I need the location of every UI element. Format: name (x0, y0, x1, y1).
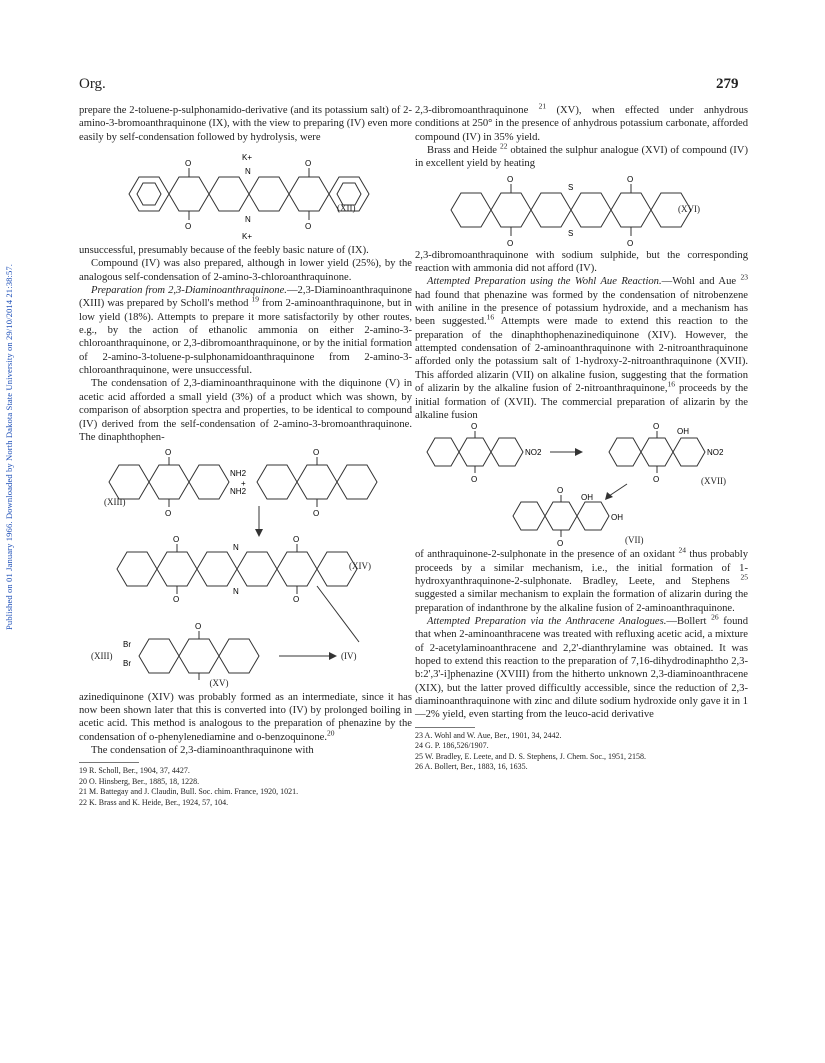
svg-text:O: O (195, 622, 202, 632)
svg-text:N: N (233, 543, 239, 553)
figure-xvii-vii (415, 422, 748, 548)
paragraph: 2,3-dibromoanthraquinone $^{21}$ (XV), when effected under anhydrous conditions at 250° in the presence of anhydrous potassium carbonate, afforded compound (IV) in 35% yield. (415, 101, 749, 143)
right-column (415, 101, 749, 773)
svg-text:O: O (557, 539, 564, 549)
download-watermark: Published on 01 January 1966. Downloaded by North Dakota State University on 29/10/2014 21:38:57. (4, 263, 14, 631)
svg-text:N: N (233, 587, 239, 597)
svg-text:S: S (568, 228, 574, 238)
svg-text:O: O (305, 222, 312, 232)
paragraph: 2,3-dibromoanthraquinone with sodium sulphide, but the corresponding reaction with ammonia did not afford (IV). (415, 249, 748, 275)
paragraph: Compound (IV) was also prepared, although in lower yield (25%), by the analogous self-condensation of 2-amino-3-chloroanthraquinone. (79, 258, 412, 283)
paragraph: Attempted Preparation via the Anthracene Analogues.—Bollert $^{26}$ found that when 2-aminoanthracene was treated with refluxing acetic acid, a mixture of 2-acetylaminoanthracene and 2,2'-dianthrylamine was obtained. It was hoped to extend this reaction to the preparation of 7,16-dihydrodinaphtho 2,3-b:2',3'-i]phenazine (XVIII) from the hitherto unknown 2,3-diaminoanthracene (XIX), but the latter proved difficultly accessible, since the reduction of 2,3-diaminoanthraquinone with zinc and dilute sodium hydroxide only gave it in 1—2% yield, even starting from the leuco-acid derivative (415, 612, 748, 721)
svg-text:O: O (185, 222, 192, 232)
paragraph: Preparation from 2,3-Diaminoanthraquinone.—2,3-Diaminoanthraquinone (XIII) was prepared by Scholl's method $^{19}$ from 2-aminoanthraquinone, but in low yield (18%). Attempts to prepare it more satisfactorily by other routes, e.g., by the action of ethanolic ammonia on either 2-amino-3-chloroanthraquinone, or 2,3-dibromoanthraquinone, or by the initial formation of 2-amino-3-toluene-p-sulphonamidoanthraquinone from 2-amino-3-chloroanthraquinone, were unsuccessful. (79, 285, 412, 377)
svg-text:N: N (245, 167, 251, 177)
svg-text:N: N (245, 215, 251, 225)
svg-text:NH2: NH2 (230, 487, 247, 497)
figure-label: (XV) (209, 678, 229, 689)
svg-text:O: O (471, 475, 478, 485)
paragraph: azinediquinone (XIV) was probably formed as an intermediate, since it has now been shown later that this is converted into (IV) by prolonged boiling in acetic acid. This method is analogous to the preparation of phenazine by the condensation of o-phenylenediamine and o-benzoquinone.$^{20}$ (79, 691, 412, 743)
svg-text:Br: Br (123, 640, 131, 650)
svg-text:O: O (165, 509, 172, 519)
footnote-rule (415, 727, 475, 728)
svg-text:OH: OH (677, 427, 689, 437)
svg-text:S: S (568, 182, 574, 192)
svg-text:O: O (185, 159, 192, 169)
figure-label: (XII) (337, 203, 356, 214)
svg-text:O: O (507, 238, 514, 248)
footnote: 19 R. Scholl, Ber., 1904, 37, 4427. (79, 766, 190, 776)
paragraph: prepare the 2-toluene-p-sulphonamido-derivative (and its potassium salt) of 2-amino-3-bromoanthraquinone (IX), with the view to preparing (IV) even more easily by self-condensation followed by hydrolysis, were (79, 105, 413, 143)
svg-text:OH: OH (581, 493, 593, 503)
page-number: 279 (716, 76, 739, 92)
svg-text:O: O (507, 174, 514, 184)
svg-text:O: O (627, 238, 634, 248)
footnote: 24 G. P. 186,526/1907. (415, 741, 489, 751)
figure-xiii-xiv-xv (79, 444, 412, 680)
svg-text:O: O (627, 174, 634, 184)
paragraph: Attempted Preparation using the Wohl Aue Reaction.—Wohl and Aue $^{23}$ had found that phenazine was formed by the condensation of nitrobenzene with aniline in the presence of potassium hydroxide, and a mechanism has been suggested.$^{16}$ Attempts were made to extend this reaction to the preparation of the dinaphthophenazinediquinone (XIV). However, the attempted condensation of 2-aminoanthraquinone with 2-nitroanthraquinone afforded only the potassium salt of 1-hydroxy-2-nitroanthraquinone (XVII). This afforded alizarin (VII) on alkaline fusion, suggesting that the formation of alizarin by the alkaline fusion of 2-nitroanthraquinone,$^{16}$ proceeds by the initial formation of (XVII). The commercial preparation of alizarin by the alkaline fusion (415, 272, 748, 421)
footnote: 20 O. Hinsberg, Ber., 1885, 18, 1228. (79, 776, 200, 786)
figure-label: (XIII) (91, 651, 113, 662)
svg-text:O: O (313, 509, 320, 519)
svg-text:O: O (293, 535, 300, 545)
svg-text:O: O (293, 595, 300, 605)
figure-label: (IV) (341, 651, 357, 662)
footnote: 21 M. Battegay and J. Claudin, Bull. Soc. chim. France, 1920, 1021. (79, 787, 299, 797)
figure-label: (XVI) (678, 203, 700, 214)
left-column (79, 104, 412, 809)
journal-section: Org. (79, 76, 106, 92)
svg-text:O: O (305, 159, 312, 169)
svg-text:Br: Br (123, 659, 131, 669)
footnote: 26 A. Bollert, Ber., 1883, 16, 1635. (415, 762, 528, 772)
footnote: 23 A. Wohl and W. Aue, Ber., 1901, 34, 2442. (415, 730, 562, 740)
svg-text:O: O (557, 486, 564, 496)
paragraph: The condensation of 2,3-diaminoanthraquinone with (91, 744, 314, 756)
figure-label: (XIV) (349, 561, 371, 572)
figure-label: (XVII) (701, 476, 726, 487)
figure-label: (XIII) (104, 497, 126, 508)
svg-text:O: O (313, 448, 320, 458)
svg-text:K+: K+ (242, 232, 253, 242)
paragraph: of anthraquinone-2-sulphonate in the presence of an oxidant $^{24}$ thus probably proceeds by a similar mechanism, i.e., the initial formation of 1-hydroxyanthraquinone-2-sulphonate. Bradley, Leete, and Stephens $^{25}$ suggested a similar mechanism to explain the formation of alizarin during the preparation of indanthrone by the alkaline fusion of 2-aminoanthraquinone. (415, 545, 749, 614)
figure-label: (VII) (625, 535, 644, 546)
svg-text:NO2: NO2 (525, 448, 542, 458)
svg-text:NH2: NH2 (230, 469, 247, 479)
paragraph: The condensation of 2,3-diaminoanthraquinone with the diquinone (V) in acetic acid afforded a small yield (3%) of a product which was shown, by comparison of absorption spectra and properties, to be identical to compound (IV) derived from the self-condensation of 2-amino-3-bromoanthraquinone. The dinaphthophen- (79, 378, 412, 443)
footnote-rule (79, 762, 139, 763)
svg-text:O: O (471, 422, 478, 432)
paragraph: Brass and Heide $^{22}$ obtained the sulphur analogue (XVI) of compound (IV) in excellent yield by heating (415, 141, 748, 170)
svg-text:K+: K+ (242, 153, 253, 163)
svg-text:NO2: NO2 (707, 448, 724, 458)
svg-text:+: + (241, 479, 246, 489)
svg-text:O: O (173, 535, 180, 545)
footnote: 22 K. Brass and K. Heide, Ber., 1924, 57, 104. (79, 798, 229, 808)
footnote: 25 W. Bradley, E. Leete, and D. S. Stephens, J. Chem. Soc., 1951, 2158. (415, 751, 647, 761)
svg-text:O: O (653, 422, 660, 432)
svg-text:O: O (173, 595, 180, 605)
figure-xvi (415, 171, 748, 249)
svg-text:O: O (165, 448, 172, 458)
paragraph: unsuccessful, presumably because of the feebly basic nature of (IX). (79, 245, 369, 257)
svg-text:OH: OH (611, 513, 623, 523)
figure-xii (79, 144, 412, 244)
svg-text:O: O (653, 475, 660, 485)
